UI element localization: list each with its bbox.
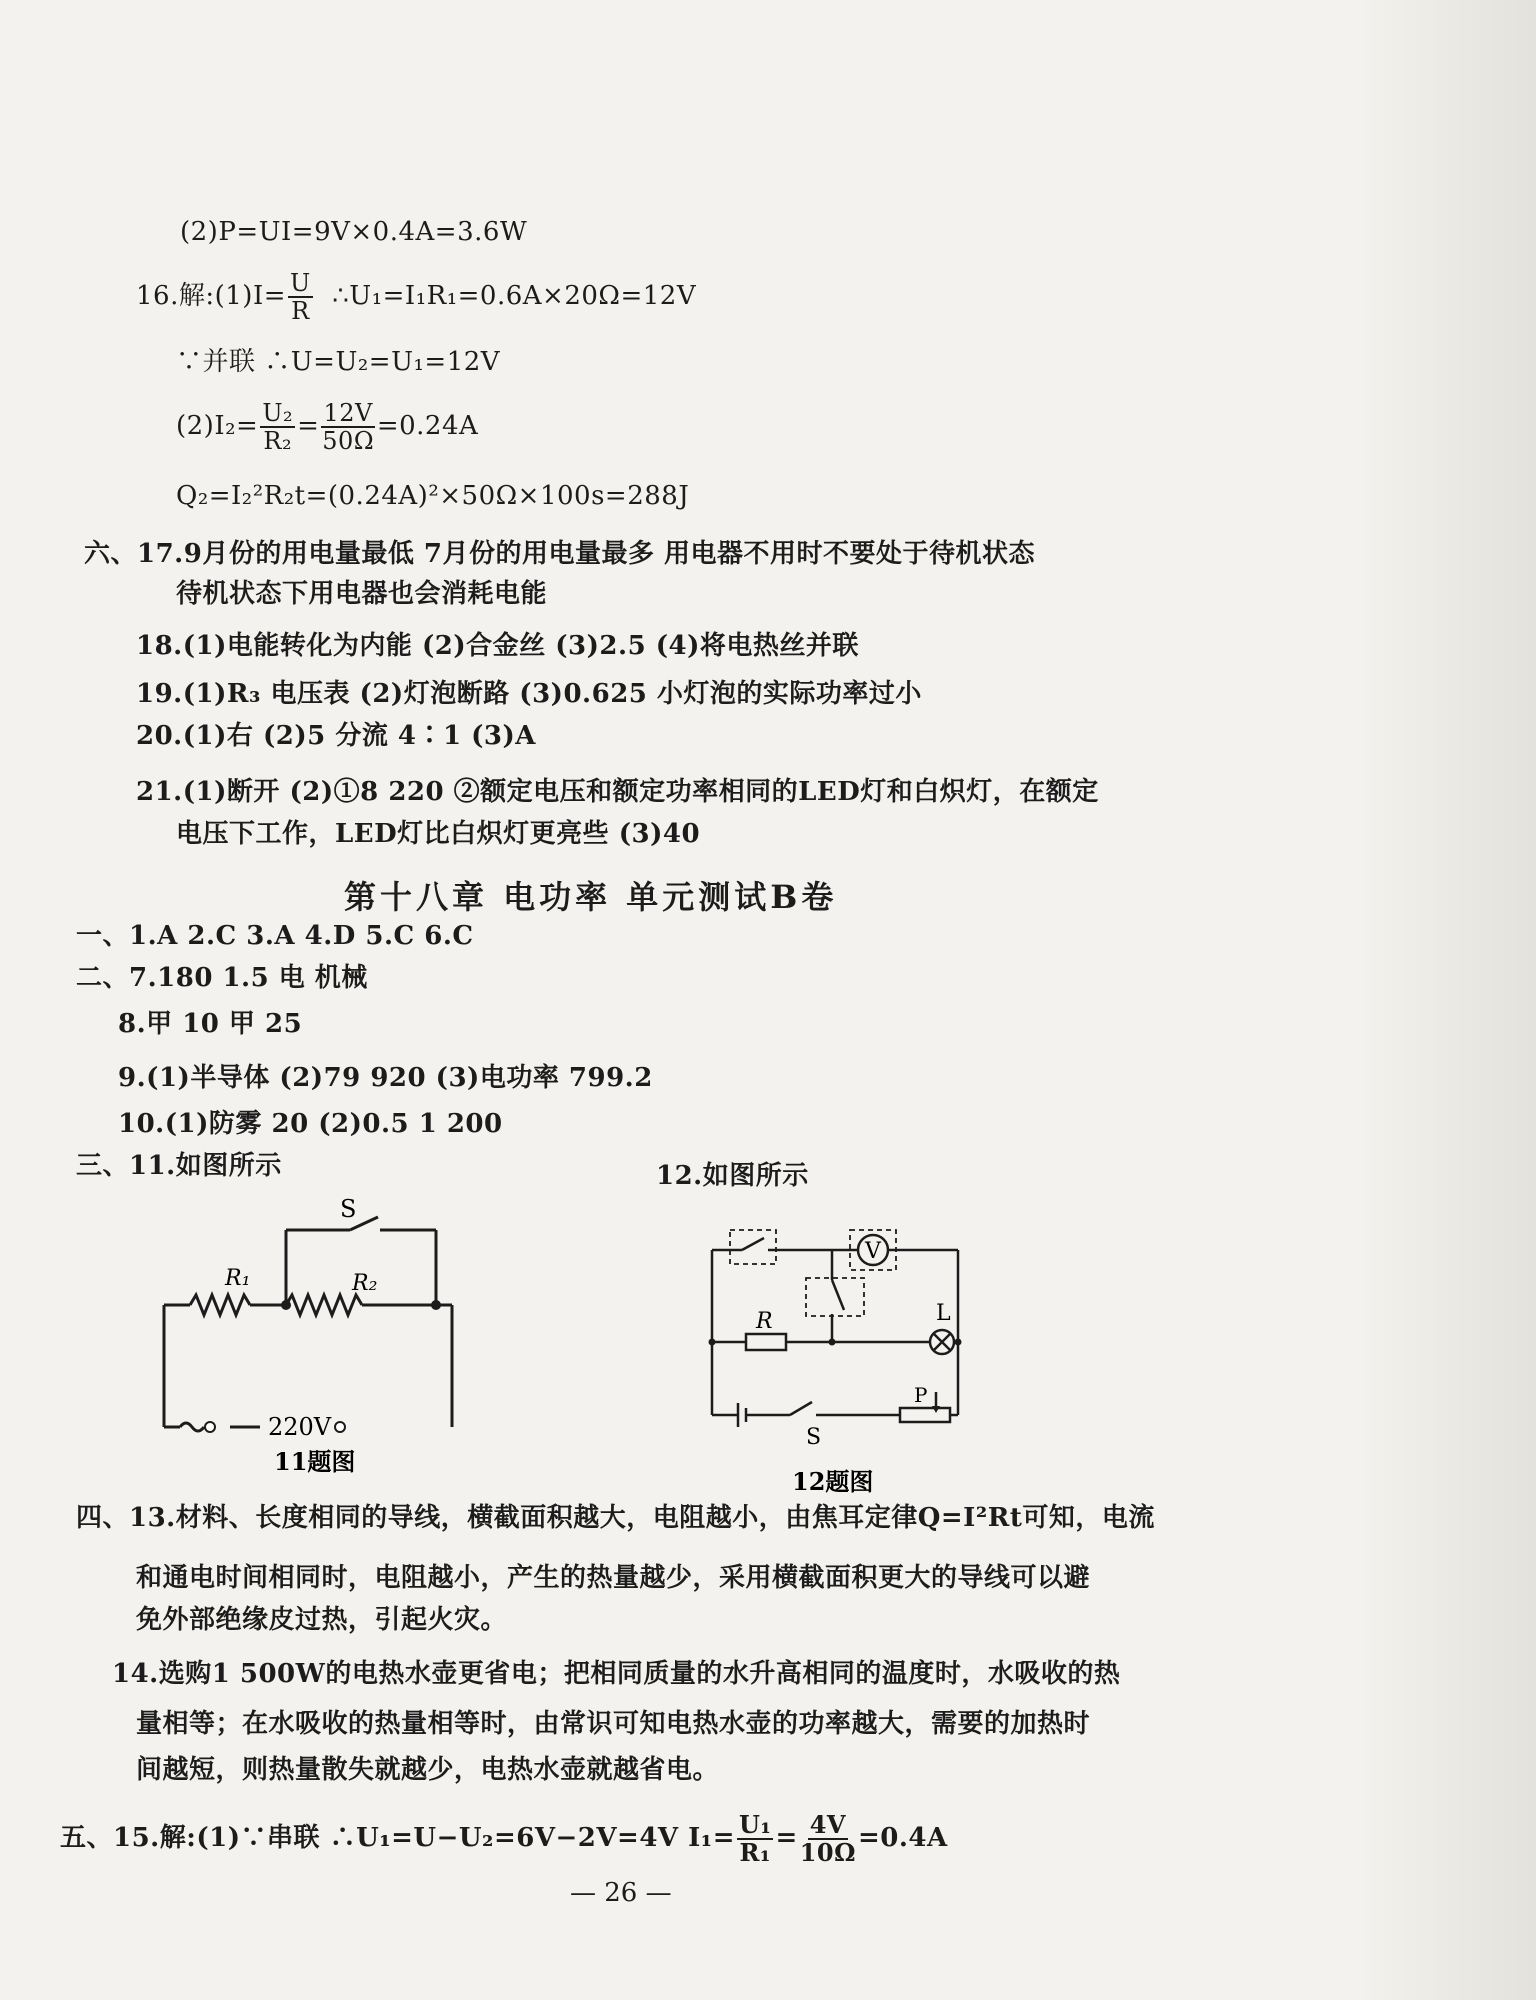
answer-line-16-3: (2)I₂= $\frac{\text{U₂}}{\text{R₂}}$ = $\frac{12V}{50\Omega}$ =0.24A <box>176 399 479 455</box>
answer-line-12: 12.如图所示 <box>656 1161 809 1191</box>
fraction <box>800 1812 856 1866</box>
numerator: U <box>290 269 311 297</box>
denominator: R <box>291 297 310 325</box>
text: 16.解:(1)I= <box>136 281 286 311</box>
denominator: 10Ω <box>799 1838 856 1867</box>
answer-line-16-4: Q₂=I₂²R₂t=(0.24A)²×50Ω×100s=288J <box>176 481 690 511</box>
circuit-diagram-11 <box>150 1195 470 1475</box>
answer-line-18: 18.(1)电能转化为内能 (2)合金丝 (3)2.5 (4)将电热丝并联 <box>136 631 859 661</box>
answer-line-21a: 21.(1)断开 (2)①8 220 ②额定电压和额定功率相同的LED灯和白炽灯，在额定 <box>136 777 1099 807</box>
page-edge-shadow <box>1356 0 1536 2000</box>
denominator: 50Ω <box>322 427 375 455</box>
answer-line-14a: 14.选购1 500W的电热水壶更省电；把相同质量的水升高相同的温度时，水吸收的热 <box>112 1659 1121 1689</box>
answer-line-8: 8.甲 10 甲 25 <box>118 1009 303 1039</box>
source-label: 220V <box>268 1413 332 1441</box>
answer-line-21b: 电压下工作，LED灯比白炽灯更亮些 (3)40 <box>176 819 701 849</box>
denominator: R₁ <box>739 1838 771 1867</box>
numerator: U₁ <box>738 1810 772 1839</box>
text: =0.4A <box>858 1823 948 1853</box>
text: =0.24A <box>376 411 479 441</box>
answer-line-20: 20.(1)右 (2)5 分流 4∶1 (3)A <box>136 721 536 751</box>
answer-line-13b: 和通电时间相同时，电阻越小，产生的热量越少，采用横截面积更大的导线可以避 <box>136 1563 1091 1593</box>
answer-line-13c: 免外部绝缘皮过热，引起火灾。 <box>136 1605 508 1635</box>
answer-line-15-1: 五、15.解:(1)∵串联 ∴U₁=U−U₂=6V−2V=4V I₁= $\frac{\text{U₁}}{\text{R₁}}$ = $\frac{4V}{10\Omega}$ =0.4A <box>60 1810 948 1867</box>
resistor-r2-label: R₂ <box>352 1271 378 1296</box>
text: ∴U₁=I₁R₁=0.6A×20Ω=12V <box>332 281 697 311</box>
lamp-label: L <box>936 1301 951 1326</box>
answer-line-mc: 一、1.A 2.C 3.A 4.D 5.C 6.C <box>76 921 474 951</box>
switch-label: S <box>806 1425 822 1450</box>
slider-label: P <box>914 1383 928 1407</box>
answer-line-17b: 待机状态下用电器也会消耗电能 <box>176 579 548 609</box>
answer-line-19: 19.(1)R₃ 电压表 (2)灯泡断路 (3)0.625 小灯泡的实际功率过小 <box>136 679 922 709</box>
switch-label: S <box>340 1195 357 1223</box>
numerator: 4V <box>809 1810 847 1839</box>
denominator: R₂ <box>263 427 293 455</box>
numerator: 12V <box>323 399 373 427</box>
answer-line-9: 9.(1)半导体 (2)79 920 (3)电功率 799.2 <box>118 1063 653 1093</box>
circuit-diagram-12 <box>700 1210 980 1500</box>
text: 五、15.解:(1)∵串联 ∴U₁=U−U₂=6V−2V=4V I₁= <box>60 1823 735 1853</box>
answer-line-16-1 <box>136 270 696 324</box>
answer-line-7: 二、7.180 1.5 电 机械 <box>76 963 368 993</box>
numerator: U₂ <box>262 399 294 427</box>
fraction <box>737 1812 773 1866</box>
answer-line-14c: 间越短，则热量散失就越少，电热水壶就越省电。 <box>136 1755 720 1785</box>
answer-line-13a: 四、13.材料、长度相同的导线，横截面积越大，电阻越小，由焦耳定律Q=I²Rt可知，电流 <box>76 1503 1155 1533</box>
answer-line-16-2: ∵并联 ∴U=U₂=U₁=12V <box>176 347 501 377</box>
fraction <box>260 400 295 454</box>
text: (2)I₂= <box>176 411 259 441</box>
page-number: — 26 — <box>570 1878 672 1908</box>
voltmeter-label: V <box>865 1239 881 1264</box>
answer-line-17a: 六、17.9月份的用电量最低 7月份的用电量最多 用电器不用时不要处于待机状态 <box>84 539 1036 569</box>
fraction <box>288 270 313 324</box>
fraction <box>321 400 374 454</box>
section-title: 第十八章 电功率 单元测试B卷 <box>344 878 838 916</box>
figure-11-caption: 11题图 <box>274 1447 356 1475</box>
resistor-r1-label: R₁ <box>225 1266 251 1291</box>
answer-line-14b: 量相等；在水吸收的热量相等时，由常识可知电热水壶的功率越大，需要的加热时 <box>136 1709 1091 1739</box>
answer-line-10: 10.(1)防雾 20 (2)0.5 1 200 <box>118 1109 503 1139</box>
answer-line-15-2: (2)P=UI=9V×0.4A=3.6W <box>180 217 528 247</box>
figure-12-caption: 12题图 <box>792 1467 874 1496</box>
answer-line-11: 三、11.如图所示 <box>76 1151 282 1181</box>
resistor-label: R <box>756 1309 773 1334</box>
